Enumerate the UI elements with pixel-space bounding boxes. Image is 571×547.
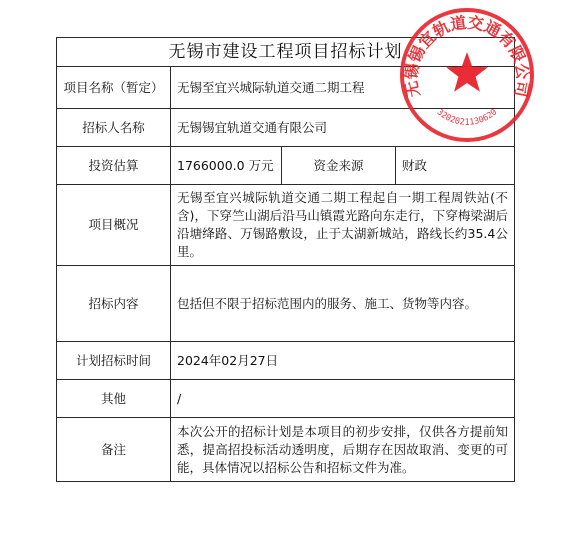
project-name-label: 项目名称（暂定） — [57, 67, 171, 109]
table-row — [57, 380, 515, 418]
table-row — [57, 418, 515, 482]
overview-label: 项目概况 — [57, 185, 171, 266]
seal-number: 3202021130620 — [434, 107, 500, 128]
table-row — [57, 109, 515, 147]
table-row — [57, 342, 515, 380]
content-value: 包括但不限于招标范围内的服务、施工、货物等内容。 — [171, 266, 515, 342]
plan-time-label: 计划招标时间 — [57, 342, 171, 380]
table-row — [57, 67, 515, 109]
tender-plan-table — [56, 37, 515, 482]
content-label: 招标内容 — [57, 266, 171, 342]
table-row — [57, 147, 515, 185]
funding-source-label: 资金来源 — [282, 147, 396, 185]
other-label: 其他 — [57, 380, 171, 418]
tenderer-label: 招标人名称 — [57, 109, 171, 147]
title-row — [57, 38, 515, 67]
page-title: 无锡市建设工程项目招标计划 — [57, 38, 515, 67]
remarks-value: 本次公开的招标计划是本项目的初步安排，仅供各方提前知悉，提高招投标活动透明度，后期存在因故取消、变更的可能，具体情况以招标公告和招标文件为准。 — [171, 418, 515, 482]
seal-text: 无锡锡宜轨道交通有限公司 — [401, 12, 533, 99]
table-row — [57, 185, 515, 266]
investment-value: 1766000.0 万元 — [171, 147, 282, 185]
investment-label: 投资估算 — [57, 147, 171, 185]
overview-value: 无锡至宜兴城际轨道交通二期工程起自一期工程周铁站(不含)，下穿竺山湖后沿马山镇霞光路向东走行，下穿梅梁湖后沿塘绛路、万锡路敷设，止于太湖新城站，路线长约35.4公里。 — [171, 185, 515, 266]
plan-time-value: 2024年02月27日 — [171, 342, 515, 380]
tenderer-value: 无锡锡宜轨道交通有限公司 — [171, 109, 515, 147]
project-name-value: 无锡至宜兴城际轨道交通二期工程 — [171, 67, 515, 109]
other-value: / — [171, 380, 515, 418]
table-row — [57, 266, 515, 342]
remarks-label: 备注 — [57, 418, 171, 482]
funding-source-value: 财政 — [396, 147, 515, 185]
